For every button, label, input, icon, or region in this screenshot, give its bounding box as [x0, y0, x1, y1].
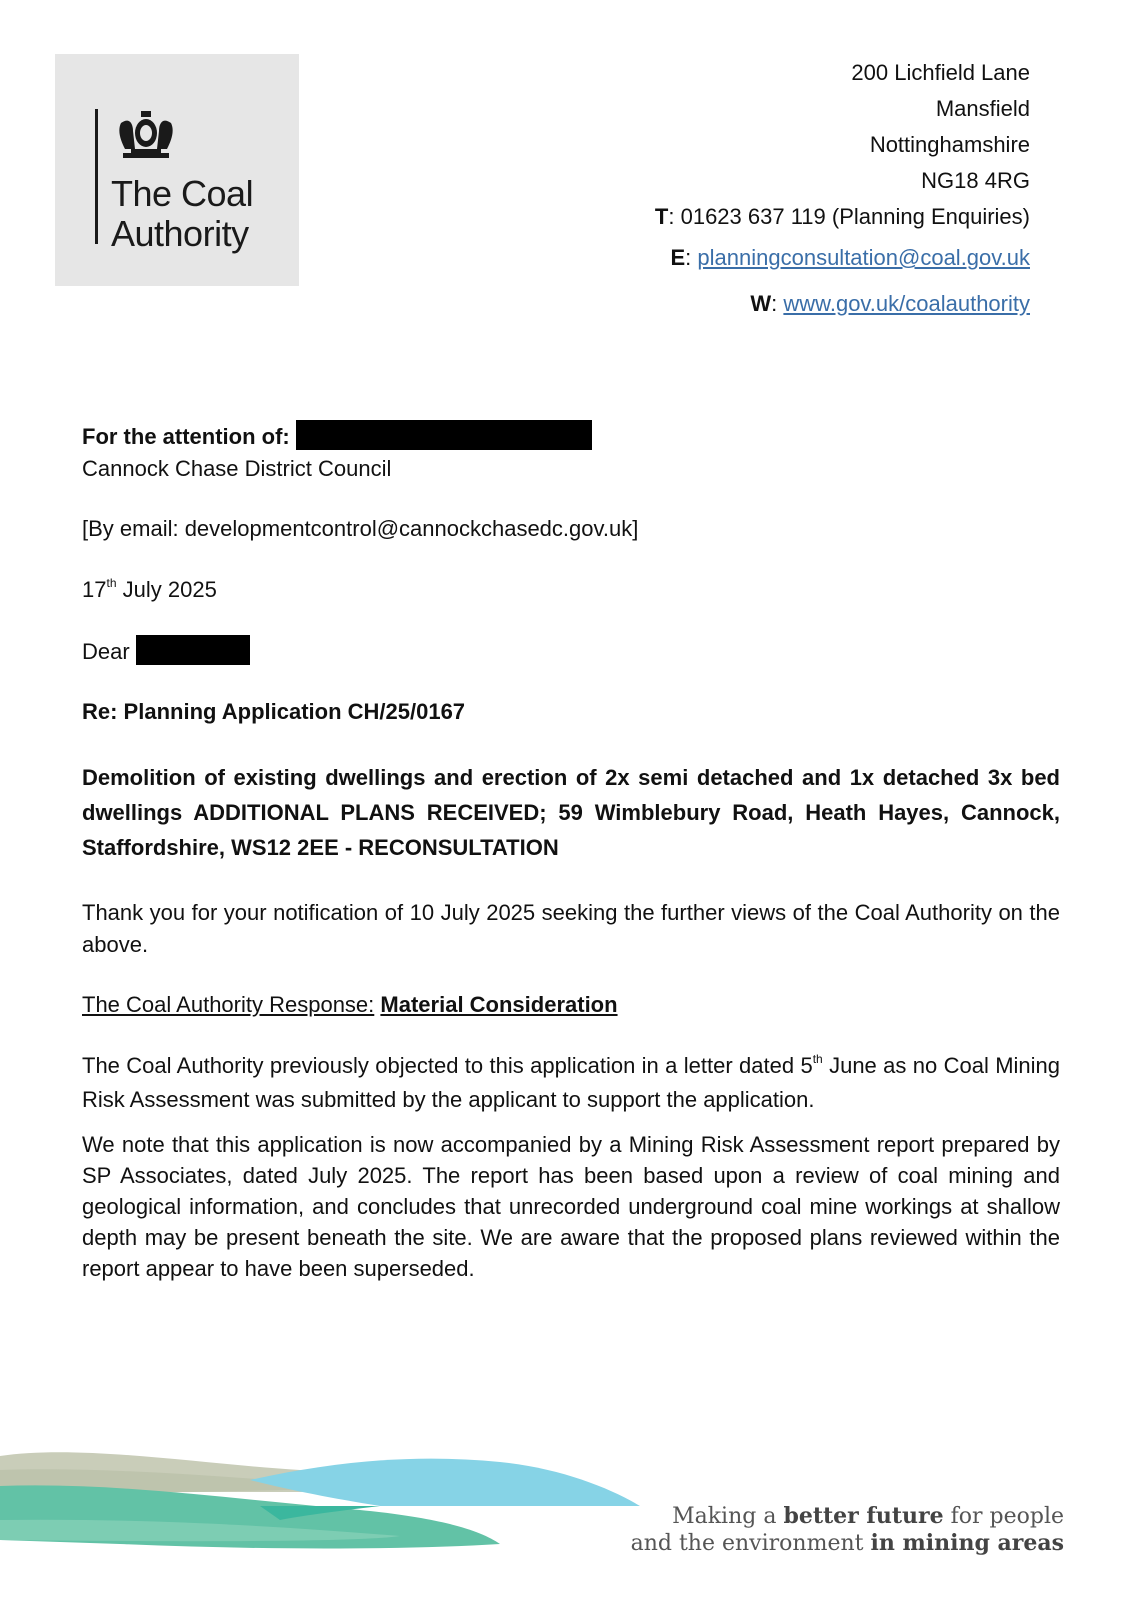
response-line: [82, 989, 1060, 1021]
address-email-row: E: planningconsultation@coal.gov.uk: [670, 245, 1030, 270]
footer-tagline: [631, 1503, 1064, 1557]
email-link[interactable]: planningconsultation@coal.gov.uk: [697, 245, 1030, 270]
address-postcode: NG18 4RG: [921, 168, 1030, 193]
logo-wordmark: [111, 174, 253, 254]
royal-crest-icon: [111, 109, 181, 165]
paragraph-risk-assessment: We note that this application is now accompanied by a Mining Risk Assessment report prepared by SP Associates, dated July 2025. The report has been based upon a review of coal mining and geological information, and concludes that unrecorded underground coal mine workings at shallow depth may be present beneath the site. We are aware that the proposed plans reviewed within the report appear to have been superseded.: [82, 1132, 1060, 1281]
logo-line-2: Authority: [111, 213, 249, 254]
attention-label: For the attention of:: [82, 424, 290, 449]
logo-line-1: The Coal: [111, 173, 254, 214]
redacted-salutation-name: [136, 635, 250, 665]
recipient-block: [82, 420, 1060, 485]
by-email-line: [By email: developmentcontrol@cannockchasedc.gov.uk]: [82, 516, 639, 541]
tagline-line-1: Making a better future for people: [672, 1503, 1064, 1529]
address-town: Mansfield: [935, 96, 1030, 121]
address-county: Nottinghamshire: [869, 132, 1030, 157]
address-phone-row: T: 01623 637 119 (Planning Enquiries): [654, 204, 1030, 229]
response-value: Material Consideration: [380, 992, 618, 1017]
paragraph-previous-objection: The Coal Authority previously objected to this application in a letter dated 5th June as no Coal Mining Risk Assessment was submitted by the applicant to support the application.: [82, 1052, 1061, 1112]
address-web-row: W: www.gov.uk/coalauthority: [750, 291, 1030, 316]
redacted-name: [296, 420, 592, 450]
recipient-council: Cannock Chase District Council: [82, 456, 392, 481]
tagline-line-2: and the environment in mining areas: [630, 1530, 1064, 1556]
coal-authority-logo: [55, 54, 299, 286]
web-label: W: [750, 291, 772, 316]
address-street: 200 Lichfield Lane: [851, 60, 1030, 85]
salutation: Dear: [82, 635, 1060, 668]
response-label: The Coal Authority Response:: [82, 992, 375, 1017]
reference-line: Re: Planning Application CH/25/0167: [82, 699, 466, 724]
paragraph-notification: Thank you for your notification of 10 July 2025 seeking the further views of the Coal Authority on the above.: [82, 900, 1060, 957]
letter-date: 17th July 2025: [82, 576, 217, 602]
email-label: E: [670, 245, 686, 270]
subject-heading: Demolition of existing dwellings and erection of 2x semi detached and 1x detached 3x bed dwellings ADDITIONAL PLANS RECEIVED; 59 Wimblebury Road, Heath Hayes, Cannock, Staffordshire, WS12 2EE - RECONSULTATION: [82, 765, 1060, 860]
phone-number: 01623 637 119 (Planning Enquiries): [680, 204, 1030, 229]
website-link[interactable]: www.gov.uk/coalauthority: [783, 291, 1030, 316]
phone-label: T: [654, 204, 669, 229]
logo-divider: [95, 109, 98, 244]
sender-address: [655, 55, 1030, 327]
